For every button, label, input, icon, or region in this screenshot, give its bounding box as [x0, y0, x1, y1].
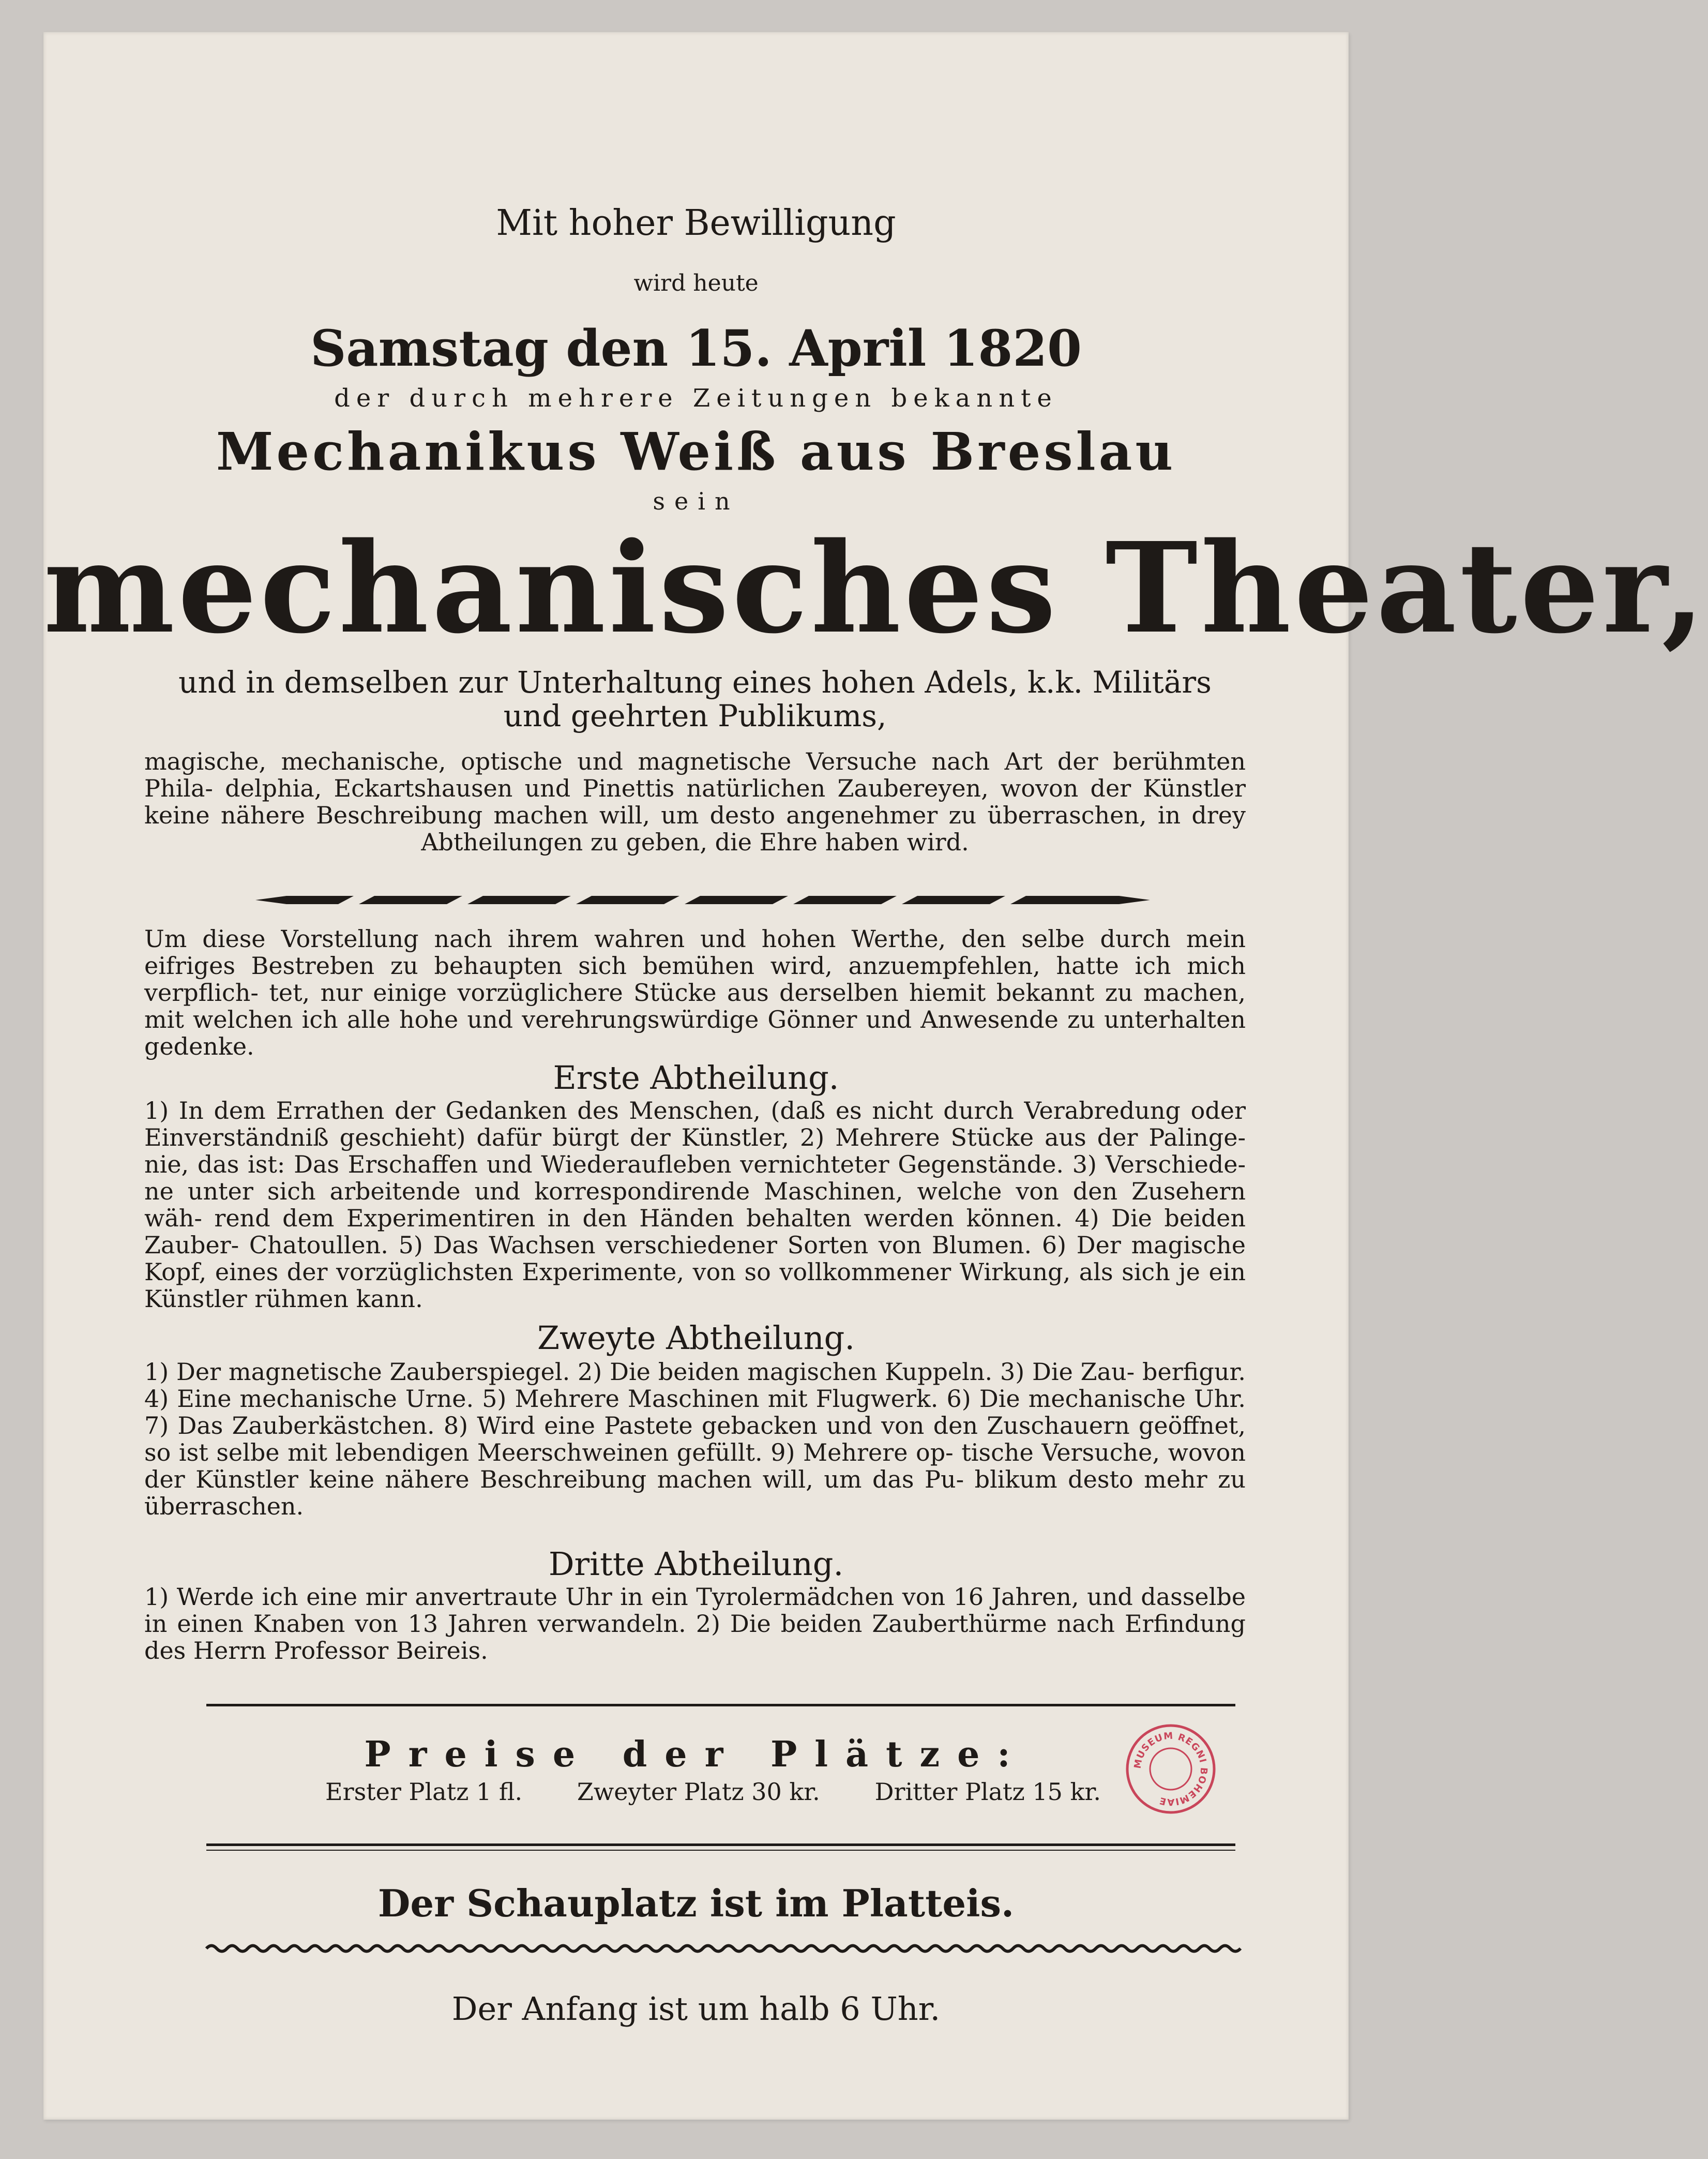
price-dritter: Dritter Platz 15 kr. [874, 1778, 1101, 1806]
erste-abtheilung-text: 1) In dem Errathen der Gedanken des Menschen, (daß es nicht durch Verabredung oder Einverständniß geschieht) dafür bürgt der Künstler, 2) Mehrere Stücke aus der Palinge- nie, das ist: Das Erschaffen und Wiederaufleben vernichteter Gegenstände. 3) Verschiede- ne unter sich arbeitende und korrespondirende Maschinen, welche von den Zusehern wäh- rend dem Experimentiren in den Händen behalten werden können. 4) Die beiden Zauber- Chatoullen. 5) Das Wachsen verschiedener Sorten von Blumen. 6) Der magische Kopf, eines der vorzüglichsten Experimente, von so vollkommener Wirkung, als sich je ein Künstler rühmen kann. [144, 1097, 1246, 1313]
price-erster: Erster Platz 1 fl. [325, 1778, 523, 1806]
wird-heute-line: wird heute [633, 270, 759, 296]
zeitungen-line: der durch mehrere Zeitungen bekannte [334, 384, 1058, 413]
date-line: Samstag den 15. April 1820 [310, 319, 1082, 378]
price-row [325, 1778, 1101, 1806]
svg-text:MUSEUM REGNI BOHEMIAE: MUSEUM REGNI BOHEMIAE [1132, 1730, 1210, 1808]
preise-heading: Preise der Plätze: [364, 1734, 1028, 1775]
theater-title: mechanisches Theater, [43, 515, 1708, 661]
intro-paragraph: und in demselben zur Unterhaltung eines hohen Adels, k.k. Militärs und geehrten Publikums, [178, 665, 1212, 733]
playbill-sheet [43, 32, 1708, 2120]
mechanikus-line: Mechanikus Weiß aus Breslau [216, 421, 1176, 482]
thin-rule-above-schauplatz [206, 1850, 1235, 1851]
um-diese-paragraph: Um diese Vorstellung nach ihrem wahren und hohen Werthe, den selbe durch mein eifriges Bestreben zu behaupten sich bemühen wird, anzuempfehlen, hatte ich mich verpflich- tet, nur einige vorzüglichere Stücke aus derselben hiemit bekannt zu machen, mit welchen ich alle hohe und verehrungswürdige Gönner und Anwesende zu unterhalten gedenke. [144, 925, 1246, 1060]
sein-line: sein [653, 487, 739, 515]
rule-above-schauplatz [206, 1843, 1235, 1846]
erste-abtheilung-heading: Erste Abtheilung. [553, 1059, 839, 1097]
zweyte-abtheilung-heading: Zweyte Abtheilung. [537, 1319, 855, 1357]
dritte-abtheilung-text: 1) Werde ich eine mir anvertraute Uhr in ein Tyrolermädchen von 16 Jahren, und dasselbe in einen Knaben von 13 Jahren verwandeln. 2) Die beiden Zauberthürme nach Erfindung des Herrn Professor Beireis. [144, 1583, 1246, 1665]
dritte-abtheilung-heading: Dritte Abtheilung. [548, 1545, 844, 1583]
museum-stamp [1124, 1722, 1217, 1816]
wavy-divider [206, 1941, 1235, 1956]
anfang-line: Der Anfang ist um halb 6 Uhr. [451, 1990, 941, 2028]
description-paragraph: magische, mechanische, optische und magnetische Versuche nach Art der berühmten Phila- delphia, Eckartshausen und Pinettis natürlichen Zaubereyen, wovon der Künstler keine nähere Beschreibung machen will, um desto angenehmer zu überraschen, in drey Abtheilungen zu geben, die Ehre haben wird. [144, 747, 1246, 856]
price-zweyter: Zweyter Platz 30 kr. [577, 1778, 820, 1806]
schauplatz-line: Der Schauplatz ist im Platteis. [377, 1881, 1015, 1925]
zweyte-abtheilung-text: 1) Der magnetische Zauberspiegel. 2) Die beiden magischen Kuppeln. 3) Die Zau- berfigur. 4) Eine mechanische Urne. 5) Mehrere Maschinen mit Flugwerk. 6) Die mechanische Uhr. 7) Das Zauberkästchen. 8) Wird eine Pastete gebacken und von den Zuschauern geöffnet, so ist selbe mit lebendigen Meerschweinen gefüllt. 9) Mehrere op- tische Versuche, wovon der Künstler keine nähere Beschreibung machen will, um das Pu- blikum desto mehr zu überraschen. [144, 1358, 1246, 1520]
ornamental-divider [255, 890, 1150, 910]
rule-above-prices [206, 1704, 1235, 1706]
bewilligung-line: Mit hoher Bewilligung [496, 203, 896, 244]
